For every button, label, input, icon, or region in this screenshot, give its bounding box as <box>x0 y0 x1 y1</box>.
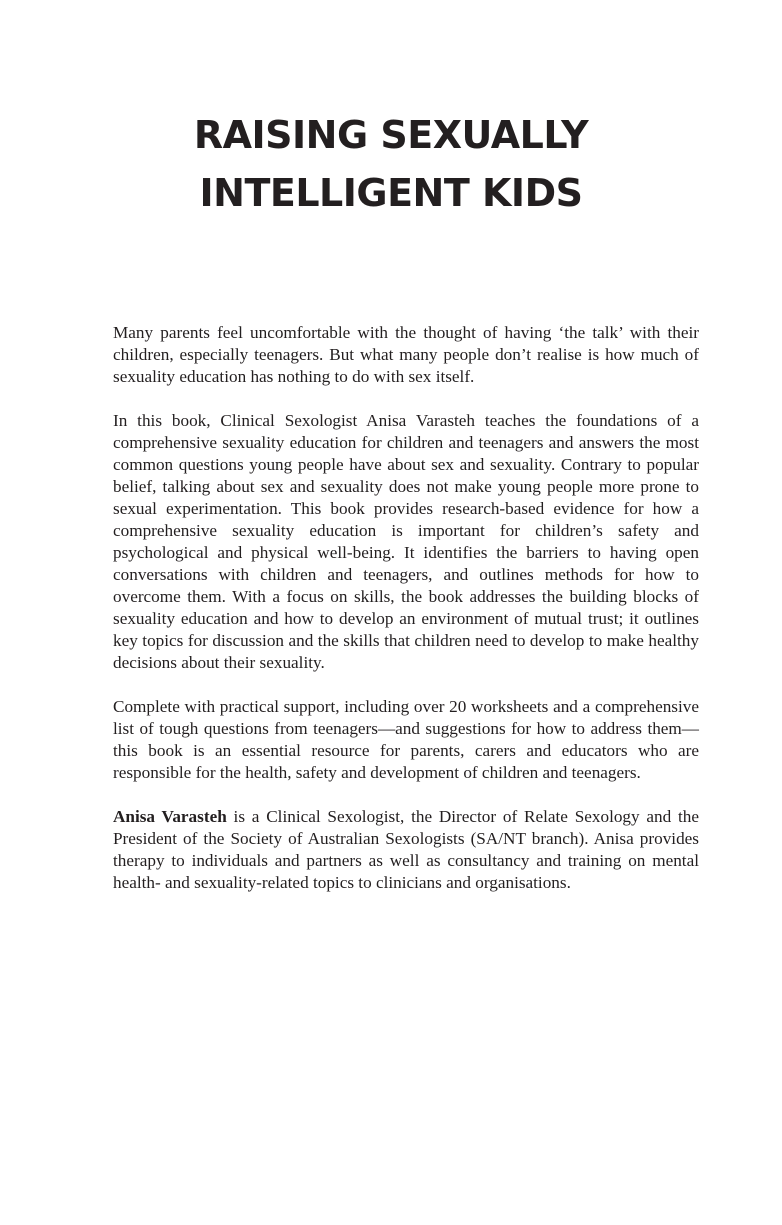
author-name: Anisa Varasteh <box>113 807 227 826</box>
book-title <box>0 106 782 222</box>
content-paragraph: In this book, Clinical Sexologist Anisa Varasteh teaches the foundations of a comprehensive sexuality education for children and teenagers and answers the most common questions young people have about sex and sexuality. Contrary to popular belief, talking about sex and sexuality does not make young people more prone to sexual experimentation. This book provides research-based evidence for how a comprehensive sexuality education is important for children’s safety and psychological and physical well-being. It identifies the barriers to having open conversations with children and teenagers, and outlines methods for how to overcome them. With a focus on skills, the book addresses the building blocks of sexuality education and how to develop an environment of mutual trust; it outlines key topics for discussion and the skills that children need to develop to make healthy decisions about their sexuality. <box>113 411 699 672</box>
intro-paragraph: Many parents feel uncomfortable with the thought of having ‘the talk’ with their children, especially teenagers. But what many people don’t realise is how much of sexuality education has nothing to do with sex itself. <box>113 323 699 386</box>
book-title-line-2: INTELLIGENT KIDS <box>199 171 583 215</box>
author-bio <box>113 806 699 894</box>
book-description <box>113 322 699 916</box>
author-bio-text: is a Clinical Sexologist, the Director of Relate Sexology and the President of the Society of Australian Sexologists (SA/NT branch). Anisa provides therapy to individuals and partners as well as consultancy and training on mental health- and sexuality-related topics to clinicians and organisations. <box>113 807 700 892</box>
support-paragraph: Complete with practical support, including over 20 worksheets and a comprehensive list of tough questions from teenagers—and suggestions for how to address them—this book is an essential resource for parents, carers and educators who are responsible for the health, safety and development of children and teenagers. <box>113 697 699 782</box>
book-title-line-1: RAISING SEXUALLY <box>193 113 589 157</box>
